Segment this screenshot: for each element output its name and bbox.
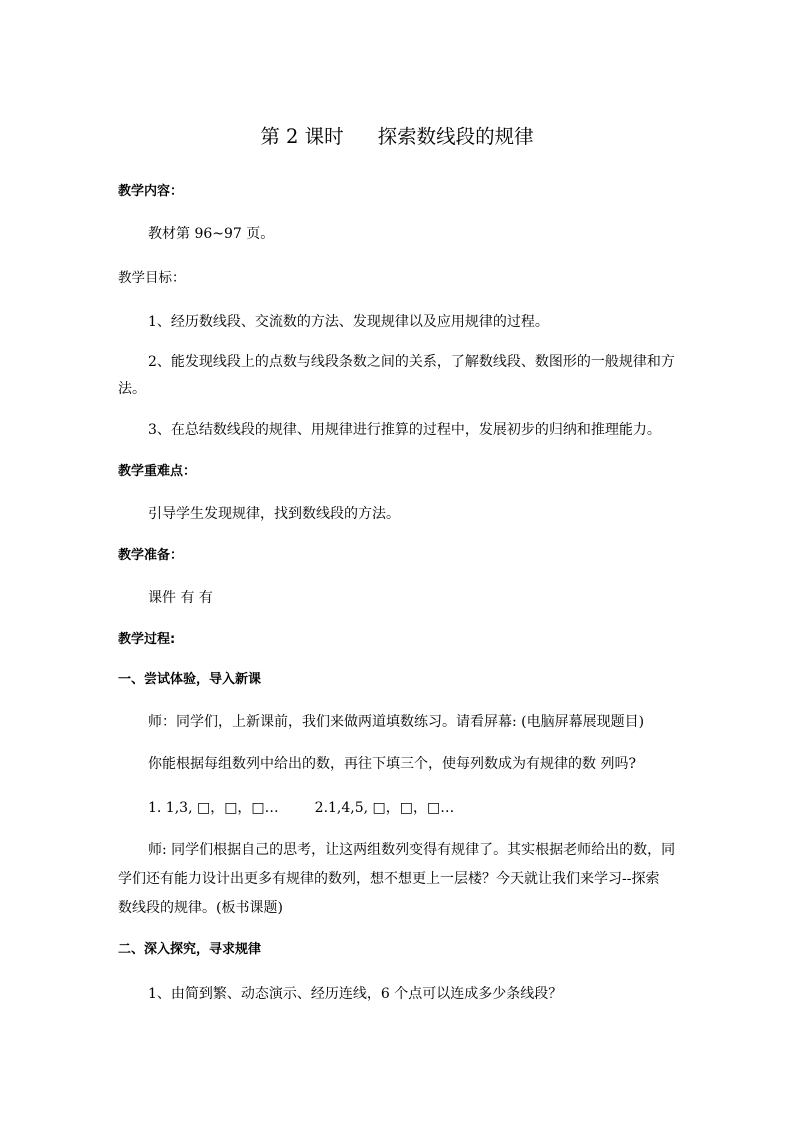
goal-item: 3、在总结数线段的规律、用规律进行推算的过程中，发展初步的归纳和推理能力。 bbox=[148, 422, 661, 438]
section1-paragraph-continuation: 数线段的规律。(板书课题) bbox=[118, 900, 283, 916]
content-heading: 教学内容： bbox=[118, 184, 184, 199]
title-topic: 探索数线段的规律 bbox=[377, 125, 534, 148]
section1-paragraph: 你能根据每组数列中给出的数，再往下填三个，使每列数成为有规律的数 列吗? bbox=[148, 756, 636, 772]
goal-item-continuation: 法。 bbox=[118, 381, 146, 397]
goal-item: 2、能发现线段上的点数与线段条数之间的关系，了解数线段、数图形的一般规律和方 bbox=[148, 354, 675, 370]
goals-heading: 教学目标： bbox=[118, 270, 186, 286]
process-heading: 教学过程: bbox=[118, 632, 176, 647]
section1-paragraph: 师：同学们，上新课前，我们来做两道填数练习。请看屏幕: (电脑屏幕展现题目) bbox=[148, 714, 645, 730]
sequence-2: 2.1,4,5, □，□，□… bbox=[314, 800, 455, 816]
sequence-1: 1. 1,3, □，□，□… bbox=[148, 800, 279, 816]
title-lesson: 第 2 课时 bbox=[260, 125, 344, 148]
section1-heading: 一、尝试体验，导入新课 bbox=[118, 672, 262, 687]
section2-paragraph: 1、由简到繁、动态演示、经历连线，6 个点可以连成多少条线段？ bbox=[148, 986, 563, 1002]
page-title bbox=[0, 124, 794, 150]
number-sequences bbox=[148, 798, 454, 818]
section2-heading: 二、深入探究，寻求规律 bbox=[118, 942, 262, 957]
prep-heading: 教学准备： bbox=[118, 548, 184, 563]
goal-item: 1、经历数线段、交流数的方法、发现规律以及应用规律的过程。 bbox=[148, 314, 549, 330]
key-heading: 教学重难点： bbox=[118, 464, 197, 479]
key-text: 引导学生发现规律，找到数线段的方法。 bbox=[148, 506, 400, 522]
section1-paragraph: 师: 同学们根据自己的思考，让这两组数列变得有规律了。其实根据老师给出的数，同 bbox=[148, 842, 676, 858]
section1-paragraph-continuation: 学们还有能力设计出更多有规律的数列，想不想更上一层楼？今天就让我们来学习--探索 bbox=[118, 871, 660, 887]
prep-text: 课件 有 有 bbox=[148, 590, 213, 606]
content-text: 教材第 96~97 页。 bbox=[148, 226, 275, 242]
